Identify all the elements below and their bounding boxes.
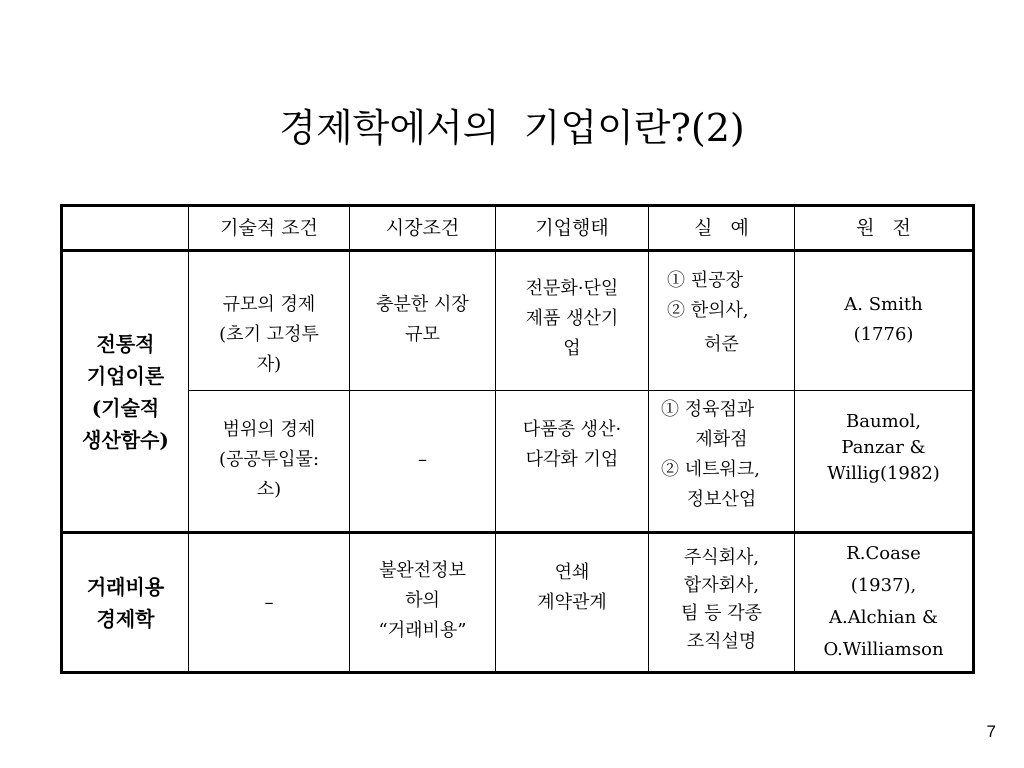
cell-line: ② 한의사,	[667, 300, 749, 321]
cell-line: 전문화·단일	[525, 278, 619, 299]
cell-line: 연쇄	[554, 562, 590, 583]
cell-technical	[189, 533, 350, 673]
group-label-line: 경제학	[96, 606, 155, 631]
cell-behavior	[496, 251, 649, 391]
group-label-line: 기업이론	[86, 363, 165, 388]
cell-technical	[189, 391, 350, 533]
cell-line: 합자회사,	[683, 575, 760, 596]
cell-line: 불완전정보	[379, 560, 466, 581]
table-row	[62, 251, 974, 391]
cell-line: R.Coase	[846, 543, 921, 564]
cell-line: “거래비용”	[378, 620, 467, 641]
table-row	[62, 533, 974, 673]
cell-line: ① 정육점과	[661, 399, 755, 420]
cell-line: 정보산업	[686, 489, 757, 510]
header-cell-behavior: 기업행태	[496, 206, 649, 251]
group-label-line: 생산함수)	[82, 427, 169, 452]
cell-line: 제품 생산기	[525, 308, 619, 329]
cell-behavior	[496, 391, 649, 533]
cell-line: 하의	[405, 590, 440, 611]
cell-line: 규모	[405, 324, 440, 345]
cell-line: 범위의 경제	[222, 419, 316, 440]
cell-line: –	[264, 591, 274, 613]
group-label-line: 거래비용	[86, 574, 165, 599]
header-cell-market: 시장조건	[350, 206, 496, 251]
cell-source	[795, 251, 974, 391]
header-cell-technical: 기술적 조건	[189, 206, 350, 251]
cell-market	[350, 533, 496, 673]
group-label-line: 전통적	[96, 331, 155, 356]
cell-line: Baumol,	[846, 411, 921, 432]
cell-line: A. Smith	[844, 294, 923, 315]
cell-line: 계약관계	[537, 592, 607, 613]
table-row	[62, 391, 974, 533]
cell-line: 조직설명	[686, 631, 757, 652]
cell-line: 업	[563, 338, 581, 359]
cell-line: Willig(1982)	[827, 463, 940, 484]
cell-line: 규모의 경제	[222, 294, 316, 315]
group-label-traditional	[62, 251, 189, 533]
cell-source	[795, 391, 974, 533]
header-cell-examples: 실 예	[649, 206, 795, 251]
cell-line: 소)	[256, 479, 282, 500]
cell-examples	[649, 251, 795, 391]
cell-line: 충분한 시장	[376, 294, 469, 315]
cell-line: 제화점	[695, 429, 748, 450]
group-label-line: (기술적	[91, 395, 160, 420]
cell-source	[795, 533, 974, 673]
cell-line: 자)	[256, 354, 282, 375]
cell-line: (초기 고정투	[219, 324, 319, 345]
cell-examples	[649, 391, 795, 533]
cell-market	[350, 251, 496, 391]
cell-line: –	[418, 449, 427, 470]
cell-line: ② 네트워크,	[661, 459, 760, 480]
header-cell-blank	[62, 206, 189, 251]
cell-technical	[189, 251, 350, 391]
cell-line: (공공투입물:	[218, 449, 320, 470]
slide-title: 경제학에서의 기업이란?(2)	[279, 106, 745, 150]
group-label-transaction-cost	[62, 533, 189, 673]
cell-line: A.Alchian &	[829, 607, 938, 628]
firm-theory-table	[60, 204, 975, 674]
cell-line: O.Williamson	[823, 639, 944, 660]
cell-behavior	[496, 533, 649, 673]
cell-line: 다각화 기업	[525, 449, 619, 470]
cell-line: 팀 등 각종	[681, 603, 762, 624]
header-cell-source: 원 전	[795, 206, 974, 251]
cell-line: 주식회사,	[683, 547, 760, 568]
cell-line: 허준	[704, 334, 739, 355]
cell-line: ① 핀공장	[667, 270, 743, 291]
header-row	[62, 206, 974, 251]
cell-line: (1776)	[853, 324, 914, 345]
cell-market	[350, 391, 496, 533]
page-number: 7	[986, 722, 996, 741]
cell-line: Panzar &	[841, 437, 926, 458]
cell-line: (1937),	[850, 575, 917, 596]
cell-examples	[649, 533, 795, 673]
cell-line: 다품종 생산·	[522, 419, 622, 440]
